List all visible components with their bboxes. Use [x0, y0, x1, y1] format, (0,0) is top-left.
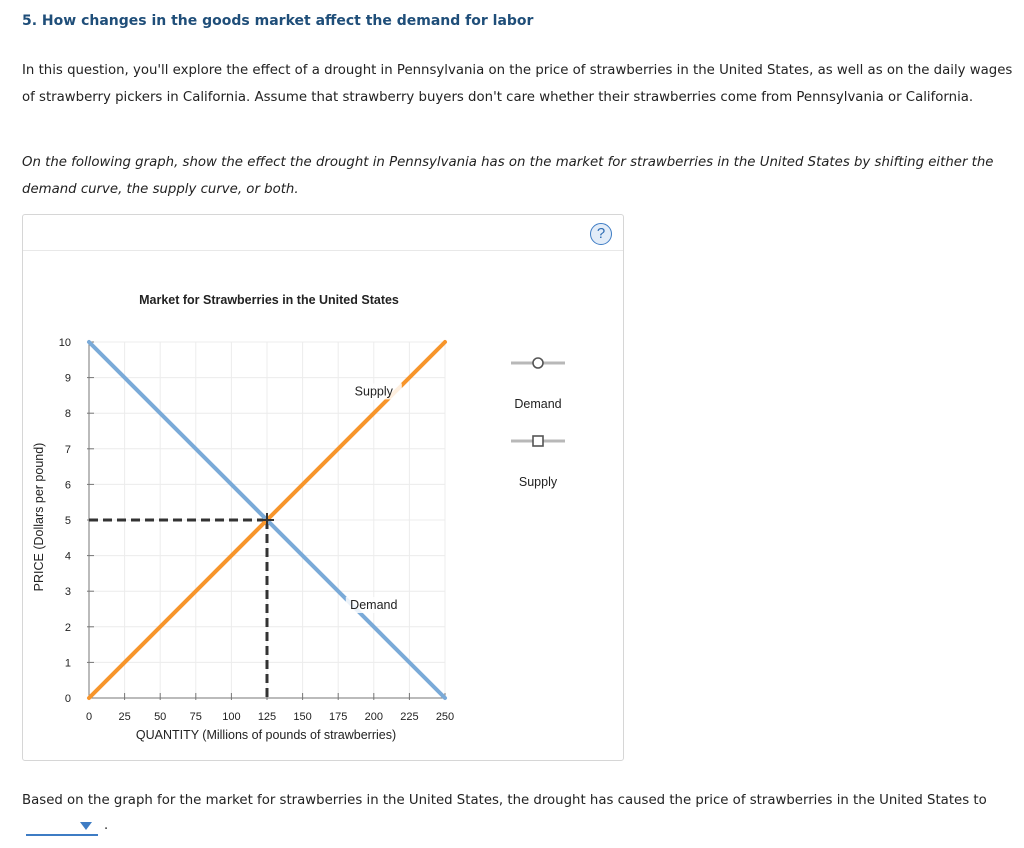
y-axis-label: PRICE (Dollars per pound) [32, 442, 46, 592]
y-tick-label: 4 [64, 550, 71, 563]
question-prompt: Based on the graph for the market for strawberries in the United States, the drought has caused the price of strawberries in the United States to [22, 793, 987, 808]
legend-supply-tool[interactable] [511, 436, 565, 489]
y-tick-label: 7 [64, 443, 71, 456]
x-axis-label: QUANTITY (Millions of pounds of strawberries) [135, 728, 397, 742]
question-intro: In this question, you'll explore the effect of a drought in Pennsylvania on the price of strawberries in the United States, as well as on the daily wages of strawberry pickers in California. Assume that strawberry buyers don't care whether their strawberries come from Pennsylvania or California. [22, 63, 1013, 105]
chevron-down-icon [80, 822, 92, 830]
question-instruction: On the following graph, show the effect the drought in Pennsylvania has on the market for strawberries in the United States by shifting either the demand curve, the supply curve, or both. [22, 155, 994, 197]
sentence-period: . [104, 818, 109, 833]
x-tick-label: 250 [435, 711, 455, 723]
strawberry-market-graph[interactable] [23, 215, 623, 760]
y-tick-label: 0 [64, 693, 71, 705]
question-title: 5. How changes in the goods market affect the demand for labor [22, 13, 534, 29]
legend-supply-marker [533, 436, 543, 446]
legend-demand-label: Demand [514, 397, 562, 411]
help-icon[interactable]: ? [590, 223, 612, 245]
x-tick-label: 0 [85, 711, 93, 723]
chart-title: Market for Strawberries in the United States [139, 293, 399, 307]
y-tick-label: 1 [64, 657, 71, 670]
y-tick-label: 5 [64, 515, 71, 527]
x-tick-label: 100 [222, 711, 241, 723]
graph-panel [22, 214, 624, 761]
x-tick-label: 200 [364, 711, 383, 723]
x-tick-label: 175 [329, 711, 348, 723]
x-tick-label: 25 [118, 711, 131, 723]
demand-curve-label: Demand [350, 598, 398, 612]
y-tick-label: 10 [58, 337, 71, 349]
legend-supply-label: Supply [518, 475, 558, 489]
y-tick-label: 3 [64, 586, 71, 599]
x-tick-label: 75 [189, 711, 202, 723]
price-change-dropdown[interactable] [26, 820, 98, 836]
x-tick-label: 225 [400, 711, 419, 723]
supply-curve-label: Supply [354, 384, 393, 399]
x-tick-label: 50 [154, 711, 167, 723]
y-tick-label: 8 [64, 408, 71, 421]
legend-demand-tool[interactable] [511, 358, 565, 411]
y-tick-label: 6 [64, 479, 71, 492]
y-tick-label: 9 [64, 372, 71, 385]
y-tick-label: 2 [64, 621, 71, 634]
legend-demand-marker [533, 358, 543, 368]
x-tick-label: 150 [293, 711, 312, 723]
x-tick-label: 125 [257, 711, 277, 723]
